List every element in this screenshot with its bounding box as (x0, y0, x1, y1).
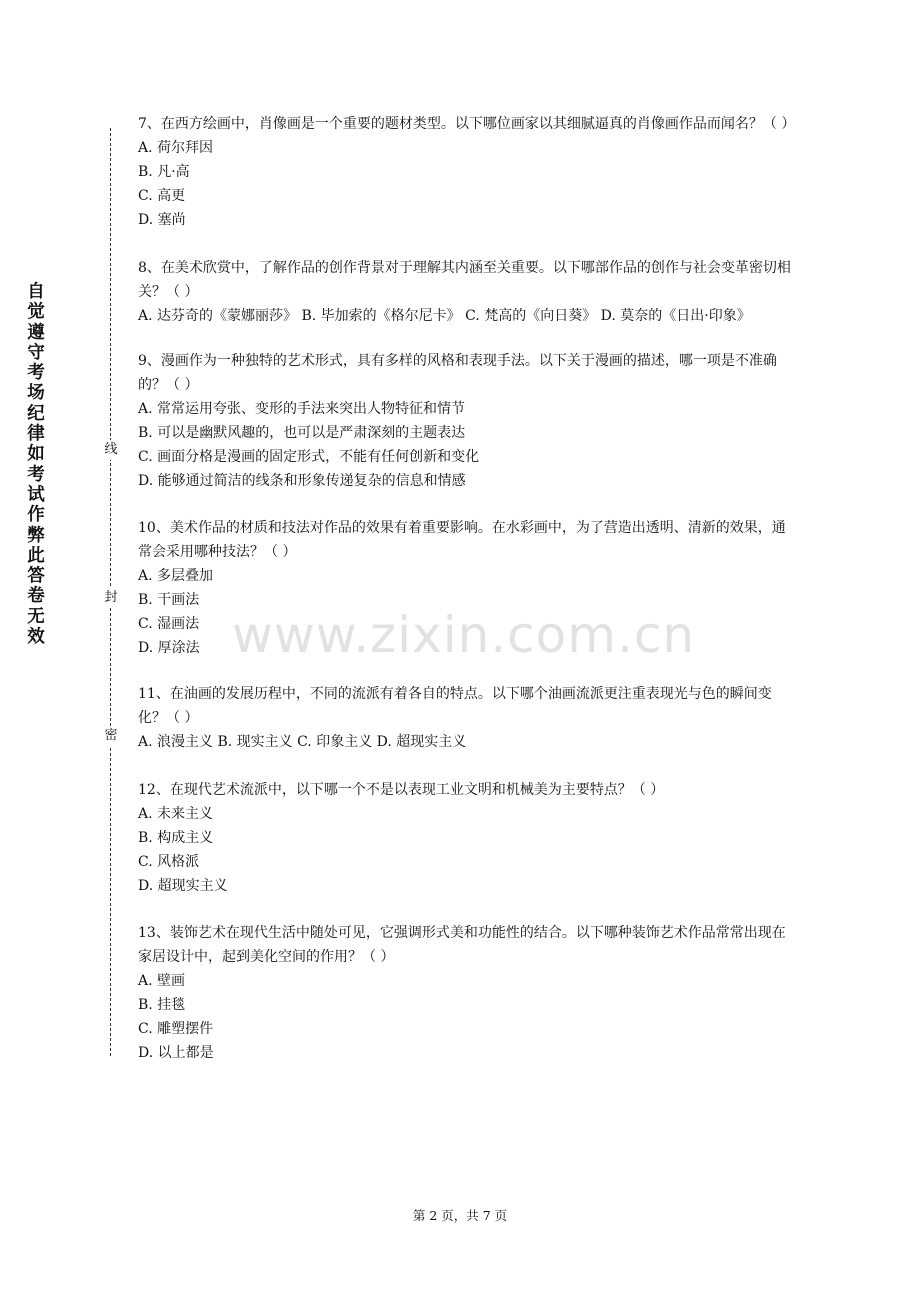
option-c: C. 湿画法 (138, 616, 200, 632)
binding-mark-feng: 封 (103, 588, 119, 608)
option-b: B. 可以是幽默风趣的，也可以是严肃深刻的主题表达 (138, 425, 466, 441)
page-footer: 第 2 页，共 7 页 (412, 1208, 508, 1223)
option-b: B. 构成主义 (138, 830, 214, 846)
option-d: D. 塞尚 (138, 212, 186, 228)
question-stem: 8、在美术欣赏中，了解作品的创作背景对于理解其内涵至关重要。以下哪部作品的创作与社会变革密切相关？（ ） (138, 260, 791, 300)
option-c: C. 雕塑摆件 (138, 1021, 214, 1037)
question-list (138, 112, 798, 1065)
options-inline: A. 达芬奇的《蒙娜丽莎》 B. 毕加索的《格尔尼卡》 C. 梵高的《向日葵》 D. 莫奈的《日出·印象》 (138, 308, 751, 324)
option-a: A. 常常运用夸张、变形的手法来突出人物特征和情节 (138, 401, 466, 417)
question-13 (138, 921, 798, 1065)
option-a: A. 多层叠加 (138, 568, 214, 584)
option-b: B. 凡·高 (138, 164, 190, 180)
binding-mark-mi: 密 (103, 726, 119, 746)
question-7 (138, 112, 798, 232)
question-9 (138, 349, 798, 493)
question-8 (138, 256, 798, 328)
question-stem: 11、在油画的发展历程中，不同的流派有着各自的特点。以下哪个油画流派更注重表现光与色的瞬间变化？（ ） (138, 686, 772, 726)
option-d: D. 厚涂法 (138, 640, 200, 656)
question-stem: 13、装饰艺术在现代生活中随处可见，它强调形式美和功能性的结合。以下哪种装饰艺术作品常常出现在家居设计中，起到美化空间的作用？（ ） (138, 925, 786, 965)
option-d: D. 能够通过简洁的线条和形象传递复杂的信息和情感 (138, 473, 466, 489)
binding-mark-xian: 线 (103, 440, 119, 460)
option-c: C. 画面分格是漫画的固定形式，不能有任何创新和变化 (138, 449, 480, 465)
option-d: D. 以上都是 (138, 1045, 214, 1061)
question-stem: 12、在现代艺术流派中，以下哪一个不是以表现工业文明和机械美为主要特点？（ ） (138, 782, 665, 798)
question-stem: 9、漫画作为一种独特的艺术形式，具有多样的风格和表现手法。以下关于漫画的描述，哪一项是不准确的？（ ） (138, 353, 777, 393)
question-12 (138, 778, 798, 898)
options-inline: A. 浪漫主义 B. 现实主义 C. 印象主义 D. 超现实主义 (138, 734, 467, 750)
option-a: A. 壁画 (138, 973, 186, 989)
option-a: A. 荷尔拜因 (138, 140, 214, 156)
option-c: C. 风格派 (138, 854, 200, 870)
option-b: B. 干画法 (138, 592, 200, 608)
option-a: A. 未来主义 (138, 806, 214, 822)
watermark-text: www.zixin.com.cn (232, 606, 696, 664)
question-10 (138, 516, 798, 660)
option-c: C. 高更 (138, 188, 186, 204)
question-11 (138, 682, 798, 754)
question-stem: 7、在西方绘画中，肖像画是一个重要的题材类型。以下哪位画家以其细腻逼真的肖像画作品而闻名？（ ） (138, 116, 796, 132)
option-d: D. 超现实主义 (138, 878, 228, 894)
binding-side-text: 自觉遵守考场纪律如考试作弊此答卷无效 (27, 282, 45, 648)
question-stem: 10、美术作品的材质和技法对作品的效果有着重要影响。在水彩画中，为了营造出透明、清新的效果，通常会采用哪种技法？（ ） (138, 520, 786, 560)
option-b: B. 挂毯 (138, 997, 186, 1013)
